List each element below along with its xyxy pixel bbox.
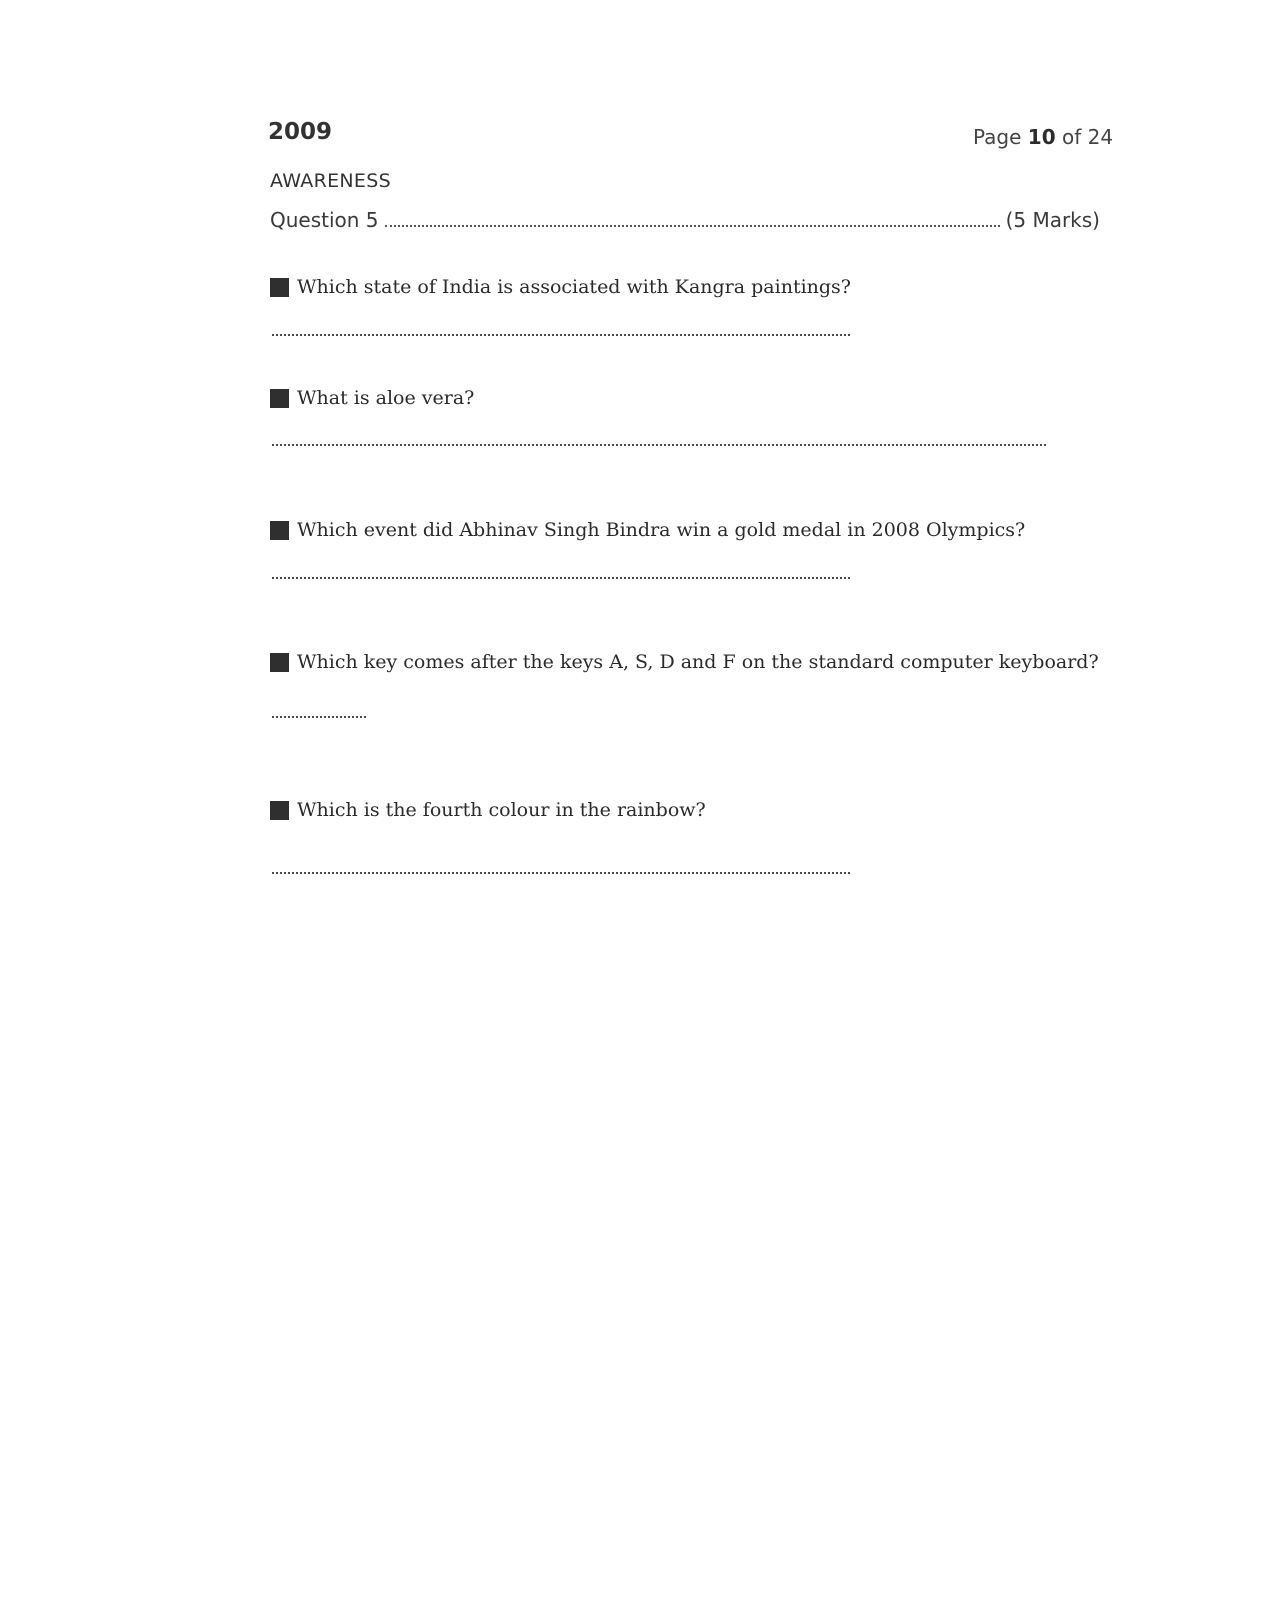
answer-field[interactable]	[272, 334, 850, 336]
square-bullet-icon	[270, 801, 289, 820]
page-prefix: Page	[973, 125, 1022, 149]
question-item	[270, 519, 1025, 541]
question-item	[270, 387, 474, 409]
question-item	[270, 651, 1099, 673]
question-item	[270, 799, 706, 821]
question-item	[270, 276, 851, 298]
question-label: Question 5	[270, 208, 379, 232]
question-text: What is aloe vera?	[297, 387, 475, 409]
question-text: Which is the fourth colour in the rainbow?	[297, 799, 706, 821]
answer-field[interactable]	[272, 577, 850, 579]
question-text: Which key comes after the keys A, S, D and F on the standard computer keyboard?	[297, 651, 1099, 673]
question-text: Which event did Abhinav Singh Bindra win a gold medal in 2008 Olympics?	[297, 519, 1026, 541]
answer-field[interactable]	[272, 444, 1046, 446]
page-suffix: of 24	[1061, 125, 1114, 149]
section-title: AWARENESS	[270, 170, 391, 192]
square-bullet-icon	[270, 278, 289, 297]
question-text: Which state of India is associated with Kangra paintings?	[297, 276, 851, 298]
answer-field[interactable]	[272, 716, 366, 718]
question-marks: (5 Marks)	[1005, 208, 1100, 232]
page-number: 10	[1027, 125, 1056, 149]
square-bullet-icon	[270, 653, 289, 672]
answer-field[interactable]	[272, 872, 850, 874]
dotted-leader	[385, 224, 1000, 227]
question-header	[270, 208, 1100, 232]
page-indicator	[973, 125, 1113, 149]
year-heading: 2009	[268, 119, 333, 145]
square-bullet-icon	[270, 521, 289, 540]
square-bullet-icon	[270, 389, 289, 408]
